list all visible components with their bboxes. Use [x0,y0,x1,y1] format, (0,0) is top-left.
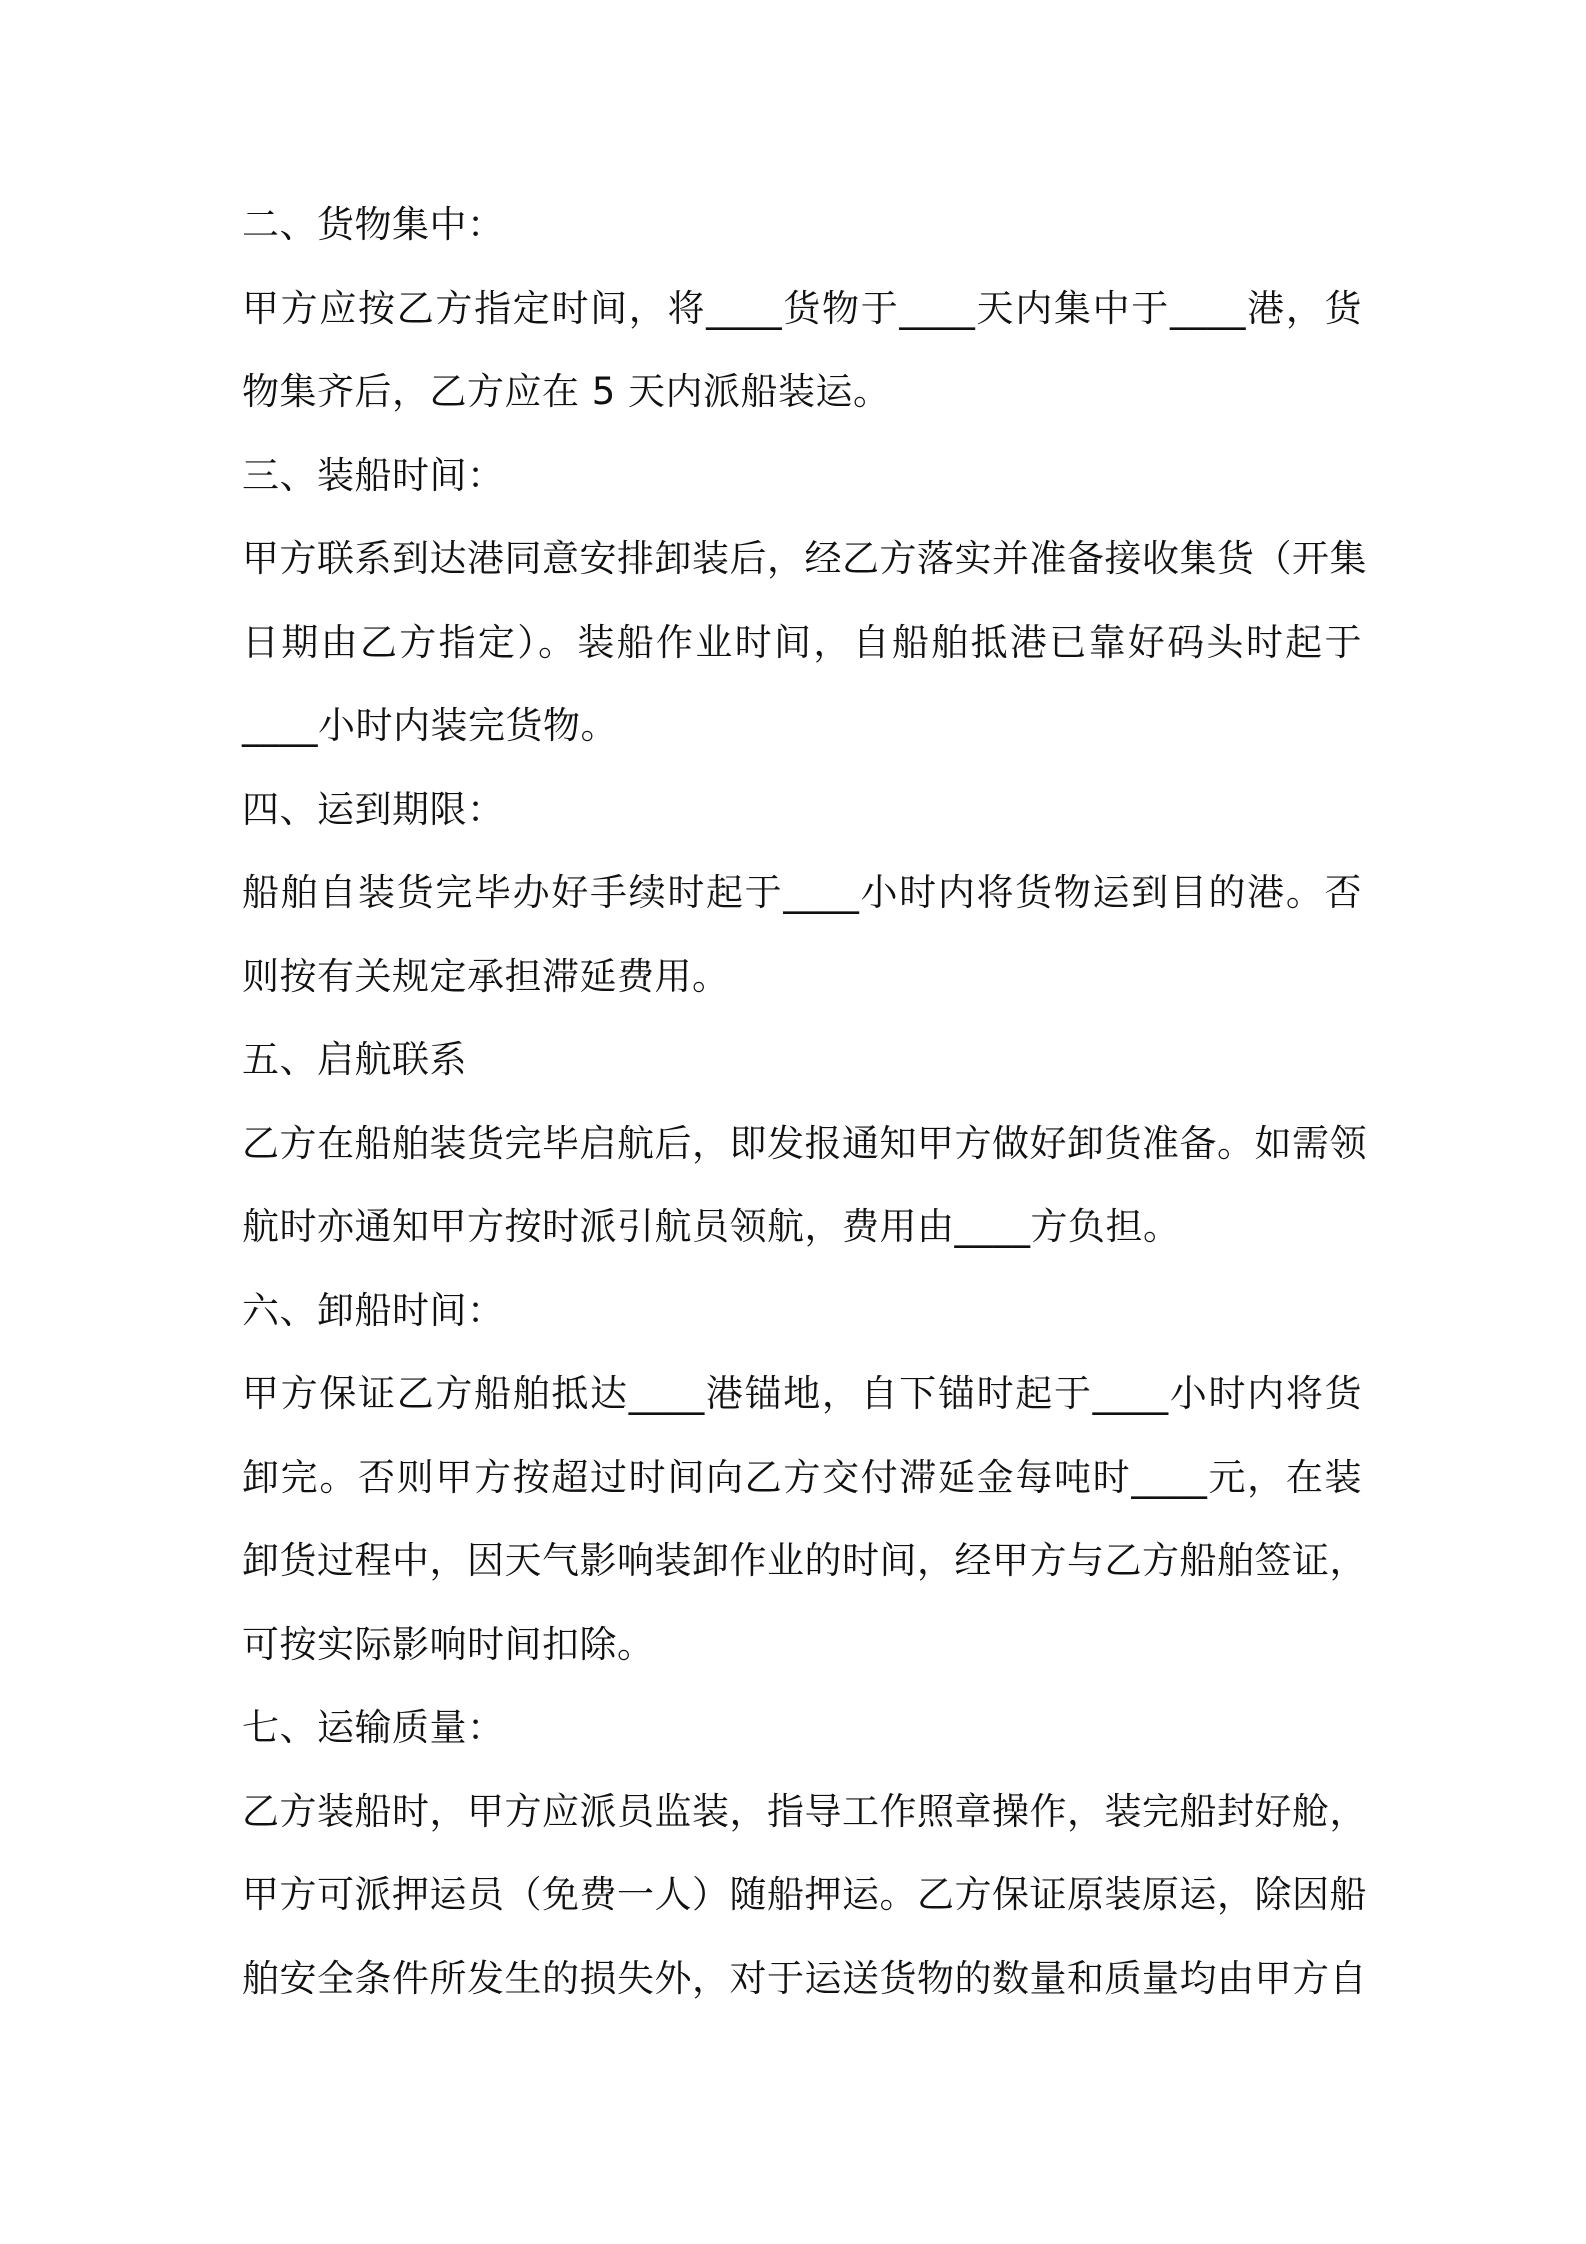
paragraph-line: 甲方可派押运员（免费一人）随船押运。乙方保证原装原运，除因船 [242,1873,1367,1916]
paragraph-line: 物集齐后，乙方应在 5 天内派船装运。 [242,370,891,413]
section-heading-unloading-time: 六、卸船时间： [242,1288,505,1332]
paragraph-line: 则按有关规定承担滞延费用。 [242,954,730,998]
section-heading-delivery-deadline: 四、运到期限： [242,787,505,831]
document-body [242,183,1367,2020]
paragraph-line: 甲方保证乙方船舶抵达____港锚地，自下锚时起于____小时内将货 [242,1372,1362,1415]
paragraph-line: ____小时内装完货物。 [242,704,618,747]
section-heading-loading-time: 三、装船时间： [242,453,505,497]
section-heading-cargo-consolidation: 二、货物集中： [242,203,505,246]
paragraph-line: 卸货过程中，因天气影响装卸作业的时间，经甲方与乙方船舶签证， [242,1539,1367,1582]
paragraph-line: 可按实际影响时间扣除。 [242,1622,655,1666]
paragraph-line: 船舶自装货完毕办好手续时起于____小时内将货物运到目的港。否 [242,871,1362,914]
section-heading-departure-contact: 五、启航联系 [242,1038,467,1081]
paragraph-line: 卸完。否则甲方按超过时间向乙方交付滞延金每吨时____元，在装 [242,1455,1362,1499]
section-heading-transport-quality: 七、运输质量： [242,1706,505,1749]
paragraph-line: 舶安全条件所发生的损失外，对于运送货物的数量和质量均由甲方自 [242,1956,1367,2000]
paragraph-line: 乙方在船舶装货完毕启航后，即发报通知甲方做好卸货准备。如需领 [242,1121,1367,1165]
paragraph-line: 航时亦通知甲方按时派引航员领航，费用由____方负担。 [242,1205,1181,1248]
paragraph-line: 乙方装船时，甲方应派员监装，指导工作照章操作，装完船封好舱， [242,1789,1367,1833]
paragraph-line: 日期由乙方指定）。装船作业时间，自船舶抵港已靠好码头时起于 [242,620,1362,664]
paragraph-line: 甲方应按乙方指定时间，将____货物于____天内集中于____港，货 [242,286,1362,330]
paragraph-line: 甲方联系到达港同意安排卸装后，经乙方落实并准备接收集货（开集 [242,537,1367,580]
